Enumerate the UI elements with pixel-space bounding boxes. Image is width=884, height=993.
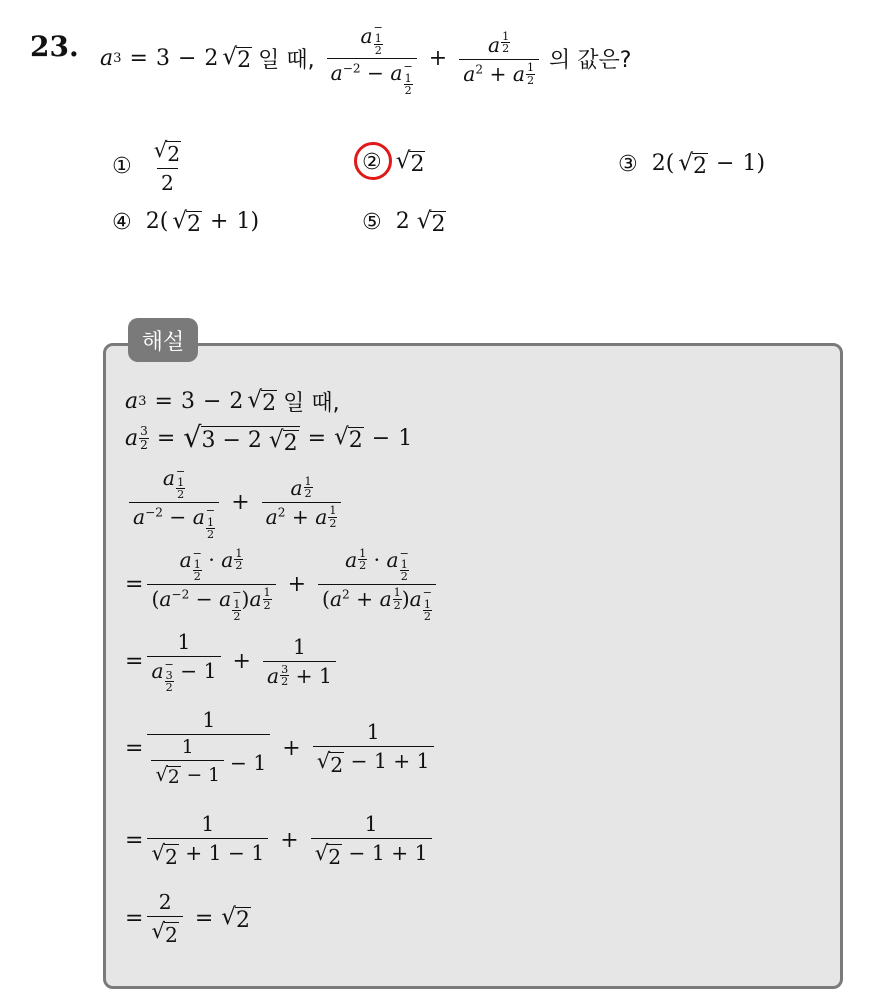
choice-4-label: ④ — [112, 210, 132, 235]
solution-line-5: = 1 a− 3 2 − 1 + 1 a $\frac{3}{2}$ + 1 — [125, 630, 340, 693]
solution-line-4: = a− 1 2 · a $\frac{1}{2}$ ($a^{-2} - a-$ 1 2 )a $\frac{1}{2}$ + a $\frac{1}{2}$ · a− 1 2 ($a^2 + a$ $\frac{1}{2}$ )a− 1 2 — [125, 548, 440, 622]
choice-3-label: ③ — [618, 152, 638, 177]
solution-line-8: = 2 √ 2 = √ 2 — [125, 890, 251, 947]
choice-1-label: ① — [112, 154, 132, 179]
solution-tag: 해설 — [128, 318, 198, 362]
question-korean-when: 일 때, — [258, 48, 315, 74]
solution-line-7: = 1 √ 2 + 1 − 1 + 1 √ 2 − 1 + 1 — [125, 812, 436, 869]
question-statement: a 3 = 3 − 2 √ 2 일 때, a− 1 2 $a^{-2} - a-$ 1 2 + a $\frac{1}{2}$ $a^2 + a$ $\frac{1}{2}$ 의 값은? — [100, 21, 632, 97]
choice-5-label: ⑤ — [362, 210, 382, 235]
solution-line-1: a 3 = 3 − 2 √ 2 일 때, — [125, 387, 340, 416]
solution-line-2: a $\frac{3}{2}$ = √ 3 − 2 √ 2 = √ 2 − 1 — [125, 420, 413, 456]
selection-circle-mark — [354, 142, 392, 180]
question-korean-ask: 의 값은? — [549, 48, 632, 74]
choice-4[interactable]: ④ 2( √ 2 + 1) — [112, 208, 260, 237]
choice-1[interactable]: ① √ 2 2 — [112, 138, 181, 195]
solution-line-3: a− 1 2 $a^{-2} - a-$ 1 2 + a $\frac{1}{2}$ $a^2 + a$ $\frac{1}{2}$ — [125, 466, 345, 540]
choice-2-label: ② — [362, 150, 382, 175]
question-number: 23. — [30, 30, 79, 63]
choice-3[interactable]: ③ 2( √ 2 − 1) — [618, 150, 766, 179]
choice-5[interactable]: ⑤ 2 √ 2 — [362, 208, 446, 237]
choice-2[interactable]: ② √ 2 — [362, 148, 425, 177]
solution-korean-when: 일 때, — [283, 391, 340, 416]
solution-line-6: = 1 1 √ 2 − 1 − 1 + 1 √ 2 − 1 + 1 — [125, 708, 438, 788]
